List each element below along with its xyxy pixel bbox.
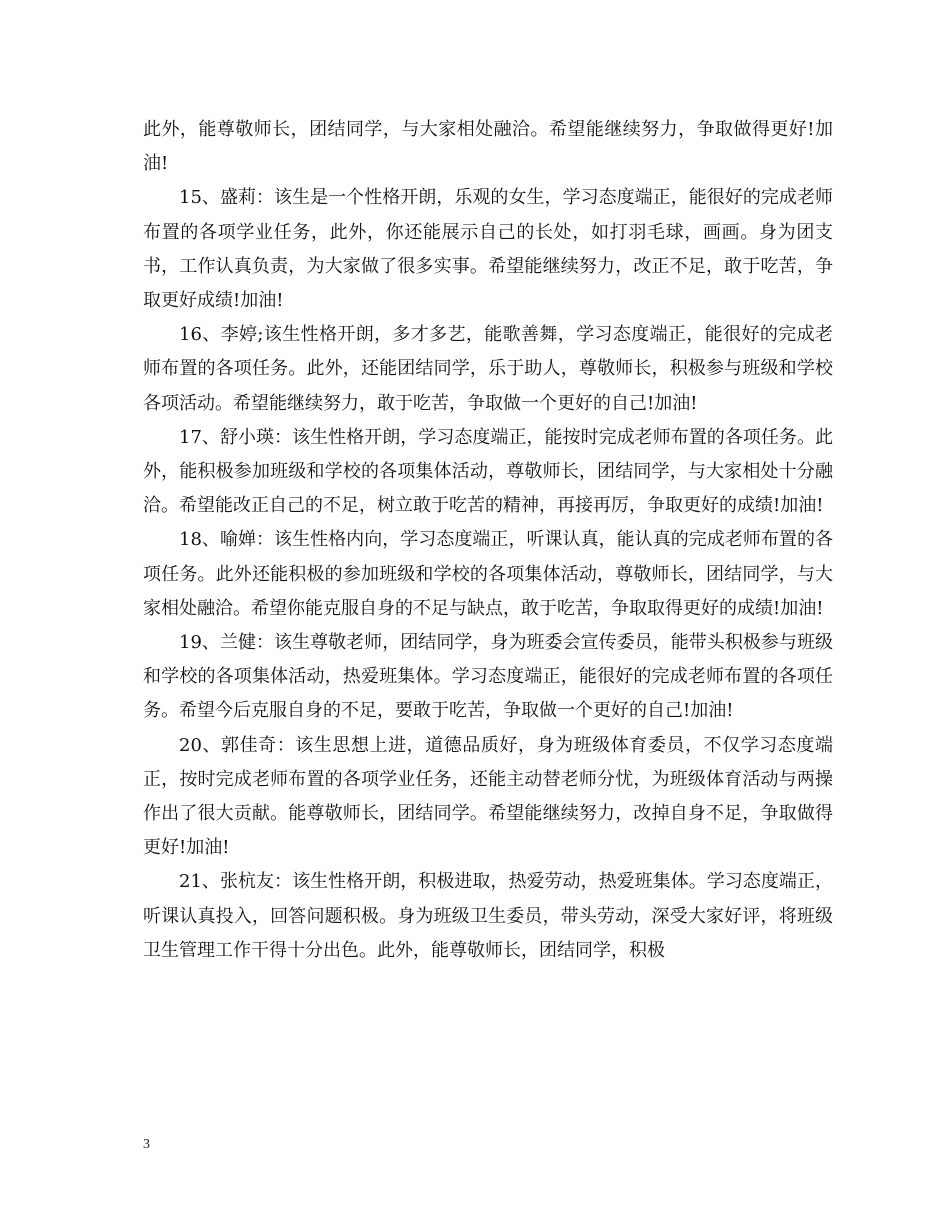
paragraph-15: 15、盛莉：该生是一个性格开朗，乐观的女生，学习态度端正，能很好的完成老师布置的各项学业任务，此外，你还能展示自己的长处，如打羽毛球，画画。身为团支书，工作认真负责，为大家做了很多实事。希望能继续努力，改正不足，敢于吃苦，争取更好成绩!加油!: [143, 187, 833, 312]
paragraph-16: 16、李婷;该生性格开朗，多才多艺，能歌善舞，学习态度端正，能很好的完成老师布置的各项任务。此外，还能团结同学，乐于助人，尊敬师长，积极参与班级和学校各项活动。希望能继续努力，敢于吃苦，争取做一个更好的自己!加油!: [143, 324, 833, 414]
paragraph-21: 21、张杭友：该生性格开朗，积极进取，热爱劳动，热爱班集体。学习态度端正，听课认真投入，回答问题积极。身为班级卫生委员，带头劳动，深受大家好评，将班级卫生管理工作干得十分出色。此外，能尊敬师长，团结同学，积极: [143, 871, 833, 961]
paragraph-19: 19、兰健：该生尊敬老师，团结同学，身为班委会宣传委员，能带头积极参与班级和学校的各项集体活动，热爱班集体。学习态度端正，能很好的完成老师布置的各项任务。希望今后克服自身的不足，要敢于吃苦，争取做一个更好的自己!加油!: [143, 632, 833, 722]
page-number: 3: [143, 1137, 150, 1152]
paragraph-20: 20、郭佳奇：该生思想上进，道德品质好，身为班级体育委员，不仅学习态度端正，按时完成老师布置的各项学业任务，还能主动替老师分忧，为班级体育活动与两操作出了很大贡献。能尊敬师长，团结同学。希望能继续努力，改掉自身不足，争取做得更好!加油!: [143, 734, 833, 859]
paragraph-17: 17、舒小瑛：该生性格开朗，学习态度端正，能按时完成老师布置的各项任务。此外，能积极参加班级和学校的各项集体活动，尊敬师长，团结同学，与大家相处十分融洽。希望能改正自己的不足，树立敢于吃苦的精神，再接再厉，争取更好的成绩!加油!: [143, 426, 833, 517]
paragraph-continuation: 此外，能尊敬师长，团结同学，与大家相处融洽。希望能继续努力，争取做得更好!加油!: [143, 119, 833, 175]
body-text: [143, 113, 833, 968]
paragraph-18: 18、喻婵：该生性格内向，学习态度端正，听课认真，能认真的完成老师布置的各项任务。此外还能积极的参加班级和学校的各项集体活动，尊敬师长，团结同学，与大家相处融洽。希望你能克服自身的不足与缺点，敢于吃苦，争取取得更好的成绩!加油!: [143, 529, 833, 619]
